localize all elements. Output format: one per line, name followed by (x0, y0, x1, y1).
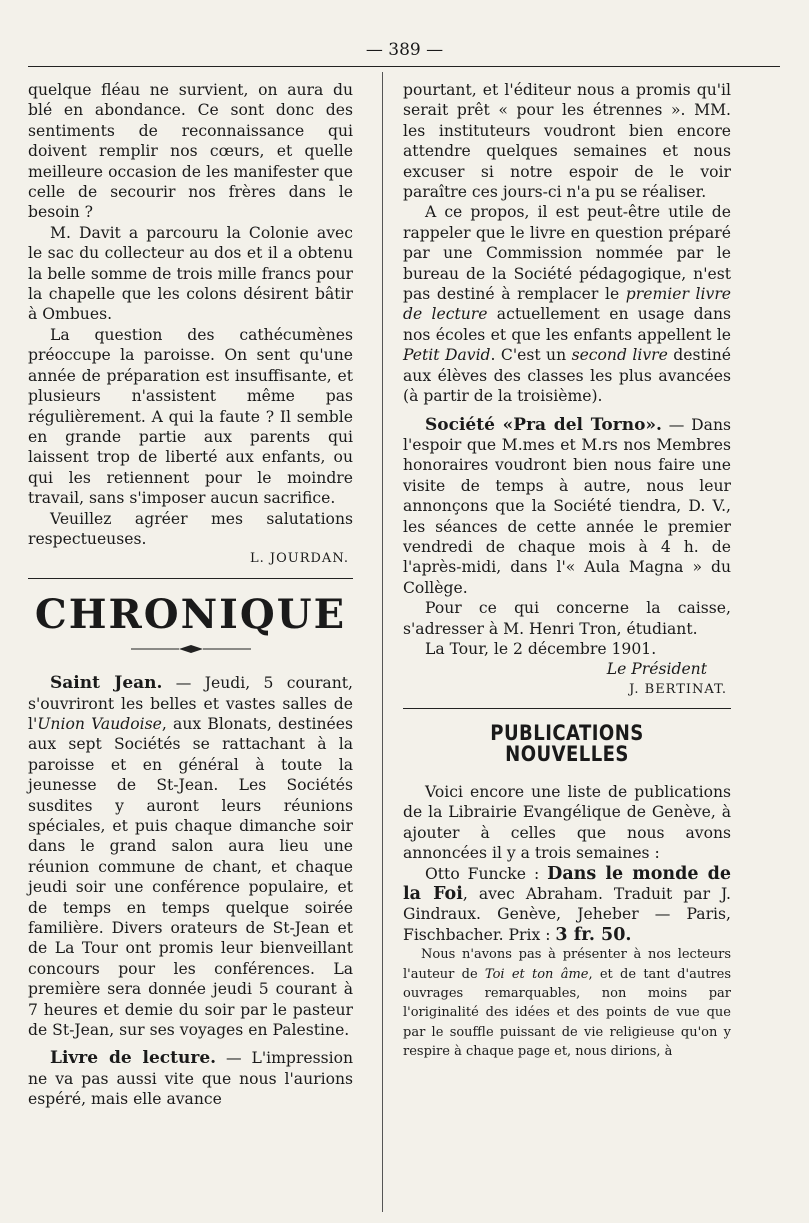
pra-del-torno-article: Société «Pra del Torno». — Dans l'espoir que M.mes et M.rs nos Membres honoraires voudront bien nous faire une visite de temps à autre, nous leur annonçons que la Société tiendra, D. V., les séances de cette année le premier vendredi de chaque mois à 4 h. de l'après-midi, dans l'« Aula Magna » du Collège. (403, 414, 731, 597)
right-column (403, 80, 731, 1062)
bertinat-signature: J. BERTINAT. (629, 681, 727, 697)
publication-note: Nous n'avons pas à présenter à nos lecteurs l'auteur de Toi et ton âme, et de tant d'autres ouvrages remarquables, non moins par l'originalité des idées et des points de vue que par le souffle puissant de vie religieuse qu'on y respire à chaque page et, nous dirions, à (403, 947, 731, 1060)
union-vaudoise: Union Vaudoise (37, 714, 162, 733)
publications-intro: Voici encore une liste de publications de la Librairie Evangélique de Genève, à ajouter à celles que nous avons annoncées il y a trois semaines : (403, 783, 731, 863)
left-paragraph-2: M. Davit a parcouru la Colonie avec le sac du collecteur au dos et il a obtenu la belle somme de trois mille francs pour la chapelle que les colons désirent bâtir à Ombues. (28, 223, 353, 324)
pra-heading: Société «Pra del Torno». (425, 414, 662, 435)
left-column (28, 80, 353, 1110)
livre-article: Livre de lecture. — L'impression ne va pas aussi vite que nous l'aurions espéré, mais elle avance (28, 1048, 353, 1109)
header-rule (28, 66, 780, 67)
pra-president: Le Président (606, 660, 707, 679)
pra-date: La Tour, le 2 décembre 1901. (425, 639, 657, 658)
saint-jean-heading: Saint Jean. (50, 673, 163, 694)
livre-continuation: pourtant, et l'éditeur nous a promis qu'il serait prêt « pour les étrennes ». MM. les instituteurs voudront bien encore attendre quelques semaines et nous excuser si notre espoir de le voir paraître ces jours-ci n'a pu se réaliser. (403, 81, 731, 202)
book-price: 3 fr. 50. (555, 924, 632, 945)
book-title: Dans le monde de la Foi (403, 863, 731, 905)
livre-paragraph-2: A ce propos, il est peut-être utile de rappeler que le livre en question préparé par une Commission nommée par le bureau de la Société pédagogique, n'est pas destiné à remplacer le premier livre de lecture actuellement en usage dans nos écoles et que les enfants appellent le Petit David. C'est un second livre destiné aux élèves des classes les plus avancées (à partir de la troisième). (403, 203, 732, 406)
jourdan-signature: L. JOURDAN. (250, 551, 349, 567)
pra-paragraph-2: Pour ce qui concerne la caisse, s'adresser à M. Henri Tron, étudiant. (403, 599, 731, 638)
saint-jean-article: Saint Jean. — Jeudi, 5 courant, s'ouvriront les belles et vastes salles de l'Union Vaudoise, aux Blonats, destinées aux sept Sociétés se rattachant à la paroisse et en général à toute la jeunesse de St-Jean. Les Sociétés susdites y auront leurs réunions spéciales, et puis chaque dimanche soir dans le grand salon aura lieu une réunion commune de chant, et chaque jeudi soir une conférence populaire, et de temps en temps quelque soirée familière. Divers orateurs de St-Jean et de La Tour ont promis leur bienveillant concours pour les conférences. La première sera donnée jeudi 5 courant à 7 heures et demie du soir par le pasteur de St-Jean, sur ses voyages en Palestine. (28, 673, 353, 1040)
section-rule (28, 578, 353, 579)
left-paragraph-1: quelque fléau ne survient, on aura du blé en abondance. Ce sont donc des sentiments de reconnaissance qui doivent remplir nos cœurs, et quelle meilleure occasion de les manifester que celle de secourir nos frères dans le besoin ? (28, 81, 353, 222)
publications-heading: PUBLICATIONS NOUVELLES (490, 721, 644, 766)
livre-heading: Livre de lecture. (50, 1048, 217, 1069)
left-paragraph-4: Veuillez agréer mes salutations respectueuses. (28, 509, 353, 548)
publications-rule (403, 708, 731, 709)
column-divider (382, 72, 383, 1212)
page-number: — 389 — (365, 40, 444, 60)
ornament-divider (28, 639, 353, 659)
left-paragraph-3: La question des cathécumènes préoccupe la paroisse. On sent qu'une année de préparation est insuffisante, et plusieurs n'assistent même pas régulièrement. A qui la faute ? Il semble en grande partie aux parents qui laissent trop de liberté aux enfants, ou qui les retiennent pour le moindre travail, sans s'imposer aucun sacrifice. (28, 325, 353, 508)
publication-entry: Otto Funcke : Dans le monde de la Foi, avec Abraham. Traduit par J. Gindraux. Genève, Jeheber — Paris, Fischbacher. Prix : 3 fr. 50. (403, 863, 731, 945)
chronique-heading: CHRONIQUE (34, 590, 347, 638)
